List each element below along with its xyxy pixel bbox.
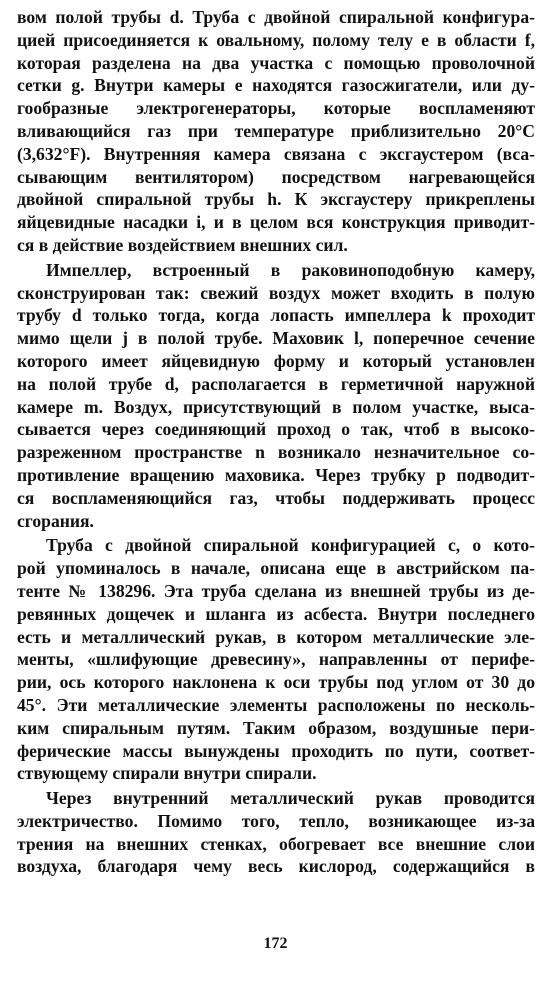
text-line: гообразные электрогенераторы, которые воспламеняют [17, 98, 535, 119]
text-line: 45°. Эти металлические элементы расположены по несколь- [17, 694, 535, 715]
text-line: двойной спиральной трубы h. К эксгаустеру прикреплены [17, 189, 535, 210]
text-line: менты, «шлифующие древесину», направленны от перифе- [17, 649, 535, 670]
text-line: цией присоединяется к овальному, полому телу e в области f, [17, 29, 535, 50]
text-line: сгорания. [17, 510, 94, 531]
text-line: Импеллер, встроенный в раковиноподобную камеру, [46, 259, 535, 280]
text-line: ся воспламеняющийся газ, чтобы поддерживать процесс [17, 487, 535, 508]
text-line: на полой трубе d, располагается в герметичной наружной [17, 373, 535, 394]
page-body [17, 6, 535, 878]
text-line: сетки g. Внутри камеры e находятся газосжигатели, или ду- [17, 75, 535, 96]
page-number: 172 [263, 935, 288, 952]
text-line: сывающим вентилятором) посредством нагревающейся [17, 166, 535, 187]
text-line: которая разделена на два участка с помощью проволочной [17, 52, 535, 73]
text-line: трения на внешних стенках, обогревает все внешние слои [17, 833, 535, 854]
text-line: которого имеет яйцевидную форму и который установлен [17, 350, 535, 371]
text-line: электричество. Помимо того, тепло, возникающее из-за [17, 810, 535, 831]
text-line: вливающийся газ при температуре приблизительно 20°C [17, 120, 535, 141]
text-line: ствующему спирали внутри спирали. [17, 763, 317, 784]
text-line: тенте № 138296. Эта труба сделана из внешней трубы из де- [17, 580, 535, 601]
paragraph [17, 259, 535, 533]
text-line: Труба с двойной спиральной конфигурацией c, о кото- [46, 535, 535, 556]
text-line: ким спиральным путям. Таким образом, воздушные пери- [17, 717, 535, 738]
text-line: рой упоминалось в начале, описана еще в австрийском па- [17, 558, 535, 579]
text-line: ревянных дощечек и шланга из асбеста. Внутри последнего [17, 603, 535, 624]
text-line: воздуха, благодаря чему весь кислород, содержащийся в [17, 856, 535, 877]
text-line: трубу d только тогда, когда лопасть импеллера k проходит [17, 305, 535, 326]
text-line: яйцевидные насадки i, и в целом вся конструкция приводит- [17, 212, 535, 233]
text-line: ся в действие воздействием внешних сил. [17, 234, 348, 255]
text-line: разреженном пространстве n возникало незначительное со- [17, 442, 535, 463]
text-line: рии, ось которого наклонена к оси трубы под углом от 30 до [17, 672, 535, 693]
text-line: мимо щели j в полой трубе. Маховик l, поперечное сечение [17, 328, 535, 349]
text-line: вом полой трубы d. Труба с двойной спиральной конфигура- [17, 7, 535, 27]
paragraph [17, 6, 535, 257]
text-line: есть и металлический рукав, в котором металлические эле- [17, 626, 535, 647]
text-line: (3,632°F). Внутренняя камера связана с эксгаустером (вса- [17, 143, 535, 164]
text-line: ферические массы вынуждены проходить по пути, соответ- [17, 740, 535, 761]
text-line: сывается через соединяющий проход o так, чтоб в высоко- [17, 419, 535, 440]
text-line: Через внутренний металлический рукав проводится [46, 788, 535, 809]
text-line: противление вращению маховика. Через трубку p подводит- [17, 464, 535, 485]
paragraph [17, 787, 535, 878]
text-line: камере m. Воздух, присутствующий в полом участке, выса- [17, 396, 535, 417]
text-line: сконструирован так: свежий воздух может входить в полую [17, 282, 535, 303]
paragraph [17, 534, 535, 785]
